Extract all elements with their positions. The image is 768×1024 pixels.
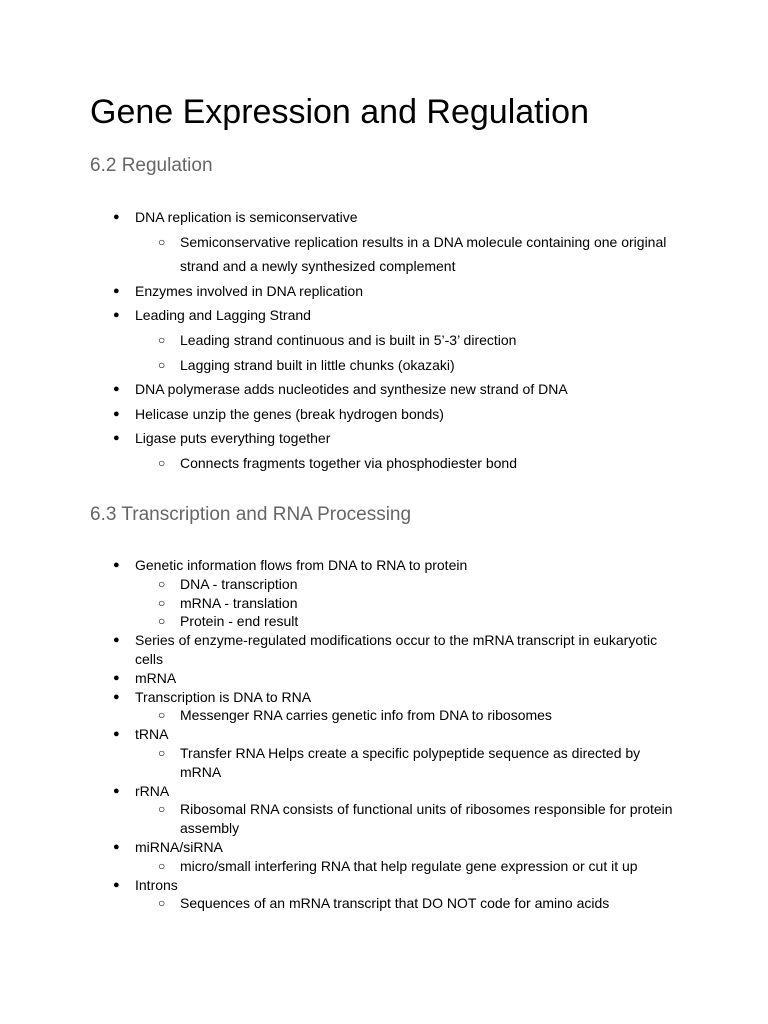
hollow-bullet-icon: ○ — [158, 745, 166, 760]
filled-bullet-icon: ● — [113, 383, 120, 396]
list-item-text: Leading and Lagging Strand — [135, 307, 311, 324]
list-item — [0, 669, 768, 688]
filled-bullet-icon: ● — [113, 690, 120, 703]
list-item — [0, 303, 768, 328]
list-item-text: Transfer RNA Helps create a specific polypeptide sequence as directed by — [180, 744, 641, 761]
list-item-text: assembly — [180, 820, 240, 837]
sub-list-item — [0, 230, 768, 255]
transcription-bullet-list — [0, 556, 768, 913]
sub-list-item — [0, 328, 768, 353]
list-item-text: Ligase puts everything together — [135, 430, 331, 447]
list-item — [0, 402, 768, 427]
filled-bullet-icon: ● — [113, 211, 120, 223]
sub-list-item — [0, 894, 768, 913]
sub-list-item — [0, 451, 768, 476]
hollow-bullet-icon: ○ — [158, 858, 166, 873]
list-item-text: cells — [135, 650, 164, 667]
list-item-continuation — [0, 763, 768, 782]
list-item — [0, 782, 768, 801]
list-item-text: rRNA — [135, 782, 170, 799]
hollow-bullet-icon: ○ — [158, 595, 166, 610]
document-title: Gene Expression and Regulation — [90, 93, 589, 131]
list-item-text: mRNA — [135, 669, 177, 686]
hollow-bullet-icon: ○ — [158, 614, 166, 629]
filled-bullet-icon: ● — [113, 671, 120, 684]
hollow-bullet-icon: ○ — [158, 896, 166, 911]
list-item-text: mRNA - translation — [180, 594, 298, 611]
list-item-text: Ribosomal RNA consists of functional units of ribosomes responsible for protein — [180, 801, 673, 818]
list-item — [0, 688, 768, 707]
sub-list-item — [0, 744, 768, 763]
list-item-text: micro/small interfering RNA that help regulate gene expression or cut it up — [180, 857, 638, 874]
list-item-text: Genetic information flows from DNA to RNA to protein — [135, 557, 468, 573]
list-item-text: Series of enzyme-regulated modifications occur to the mRNA transcript in eukaryotic — [135, 632, 658, 649]
hollow-bullet-icon: ○ — [158, 455, 166, 470]
sub-list-item — [0, 575, 768, 594]
sub-list-item — [0, 594, 768, 613]
list-item-text: Transcription is DNA to RNA — [135, 688, 312, 705]
list-item-text: DNA polymerase adds nucleotides and synthesize new strand of DNA — [135, 381, 568, 398]
section-heading-transcription: 6.3 Transcription and RNA Processing — [90, 504, 412, 525]
list-item-continuation — [0, 650, 768, 669]
hollow-bullet-icon: ○ — [158, 234, 166, 249]
hollow-bullet-icon: ○ — [158, 332, 166, 347]
filled-bullet-icon: ● — [113, 284, 120, 297]
list-item-text: Enzymes involved in DNA replication — [135, 282, 363, 299]
filled-bullet-icon: ● — [113, 784, 120, 797]
filled-bullet-icon: ● — [113, 840, 120, 853]
list-item-text: Helicase unzip the genes (break hydrogen bonds) — [135, 405, 444, 422]
list-item-text: Introns — [135, 876, 178, 893]
section-heading-regulation: 6.2 Regulation — [90, 155, 213, 176]
list-item-text: DNA replication is semiconservative — [135, 209, 358, 225]
list-item — [0, 377, 768, 402]
hollow-bullet-icon: ○ — [158, 802, 166, 817]
list-item-text: Messenger RNA carries genetic info from DNA to ribosomes — [180, 707, 552, 724]
list-item-text: Connects fragments together via phosphodiester bond — [180, 454, 517, 471]
filled-bullet-icon: ● — [113, 878, 120, 891]
filled-bullet-icon: ● — [113, 407, 120, 420]
list-item — [0, 725, 768, 744]
list-item-text: DNA - transcription — [180, 575, 298, 592]
list-item-text: mRNA — [180, 763, 222, 780]
list-item — [0, 205, 768, 230]
sub-list-item — [0, 857, 768, 876]
list-item — [0, 556, 768, 575]
list-item-text: strand and a newly synthesized complement — [180, 258, 456, 275]
filled-bullet-icon: ● — [113, 432, 120, 445]
sub-list-item — [0, 706, 768, 725]
hollow-bullet-icon: ○ — [158, 576, 166, 591]
list-item-text: miRNA/siRNA — [135, 838, 223, 855]
filled-bullet-icon: ● — [113, 309, 120, 322]
list-item — [0, 876, 768, 895]
list-item — [0, 631, 768, 650]
filled-bullet-icon: ● — [113, 728, 120, 741]
list-item — [0, 426, 768, 451]
filled-bullet-icon: ● — [113, 559, 120, 571]
hollow-bullet-icon: ○ — [158, 708, 166, 723]
list-item-text: tRNA — [135, 726, 169, 743]
sub-list-item — [0, 612, 768, 631]
list-item-text: Sequences of an mRNA transcript that DO NOT code for amino acids — [180, 895, 610, 912]
hollow-bullet-icon: ○ — [158, 357, 166, 372]
list-item-continuation — [0, 819, 768, 838]
list-item-text: Lagging strand built in little chunks (okazaki) — [180, 356, 455, 373]
sub-list-item — [0, 353, 768, 378]
list-item — [0, 838, 768, 857]
sub-list-item — [0, 800, 768, 819]
filled-bullet-icon: ● — [113, 634, 120, 647]
list-item-text: Leading strand continuous and is built in 5’-3’ direction — [180, 331, 517, 348]
list-item — [0, 279, 768, 304]
list-item-text: Semiconservative replication results in a DNA molecule containing one original — [180, 233, 667, 250]
regulation-bullet-list — [0, 205, 768, 476]
list-item-continuation — [0, 254, 768, 279]
list-item-text: Protein - end result — [180, 613, 299, 630]
